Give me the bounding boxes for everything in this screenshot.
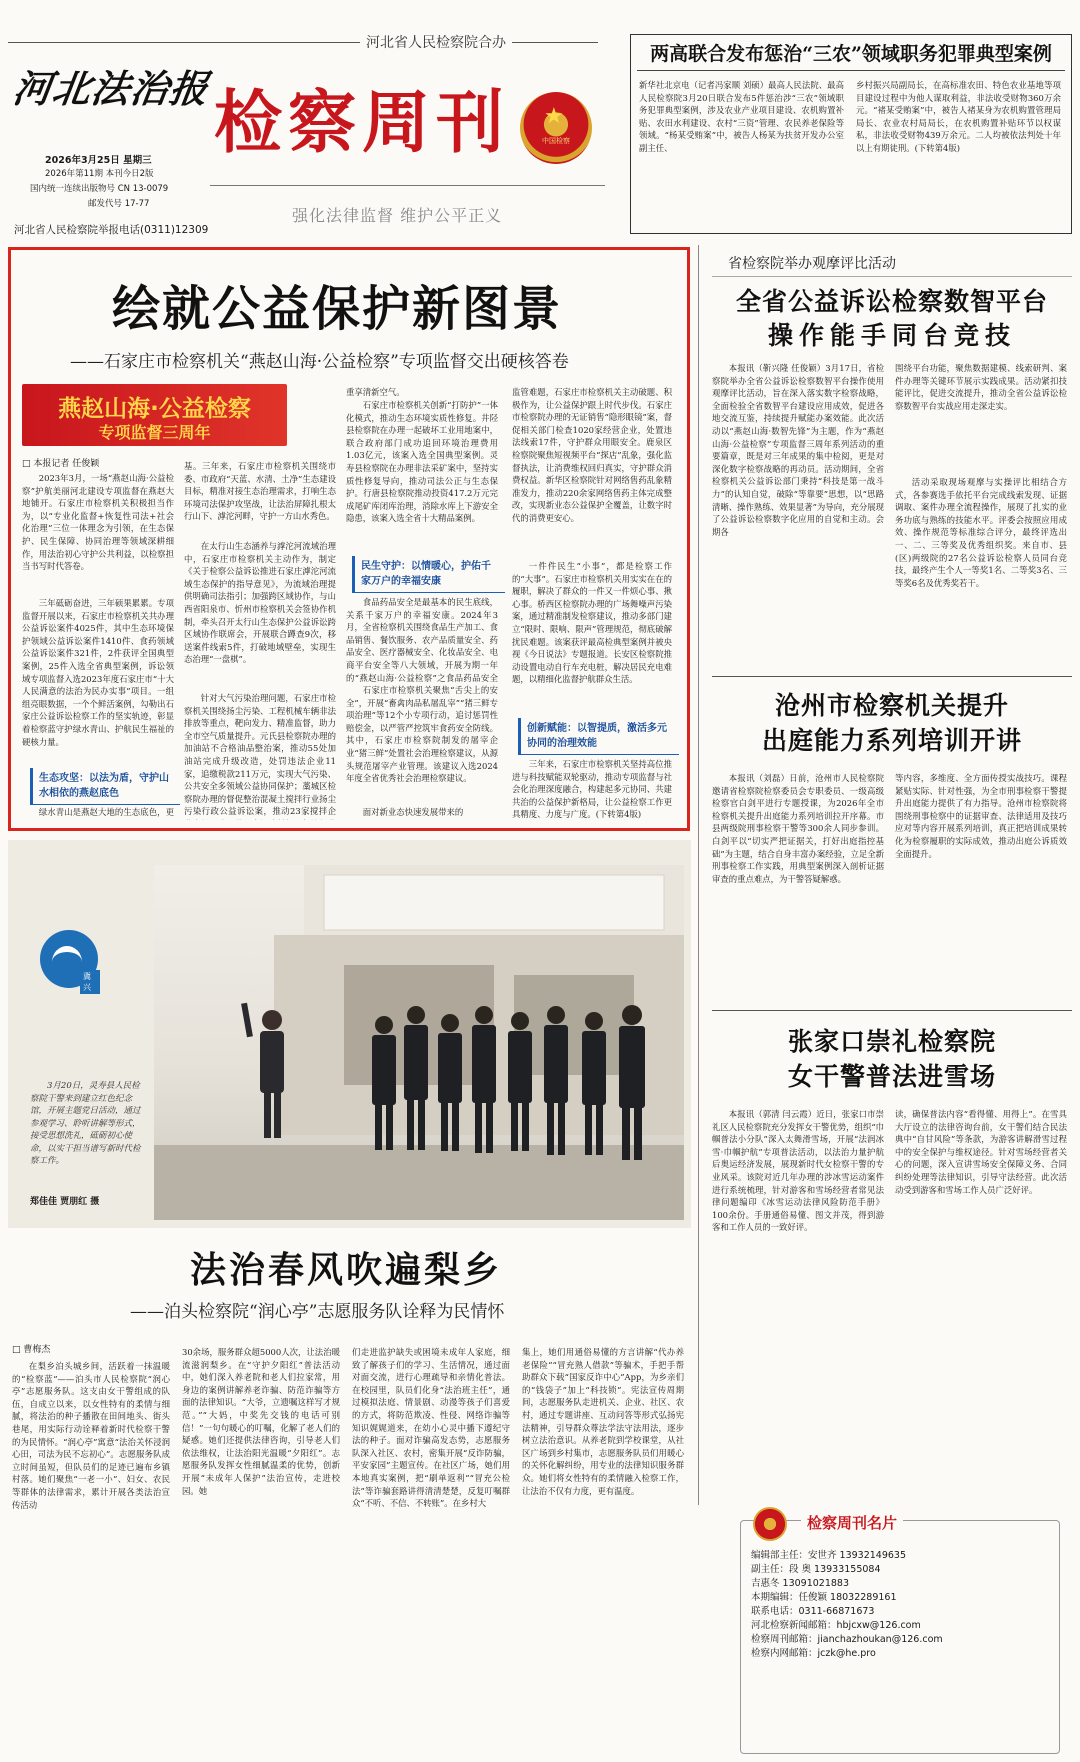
cohost-line: 河北省人民检察院合办 [360, 32, 512, 52]
lead-col3-p2: 石家庄市检察机关创新“打防护”一体化模式，推动生态环境实质性修复。井陉县检察院在办理一起破坏工业用地案中，联合政府部门成功追回环境治理费用1.03亿元，该案入选全国典型案例。灵寿县检察院在办理非法采矿案中，坚持实质性修复导向，推动司法公正与生态保护。行唐县检察院推动投资417.2万元完成尾矿库闭库治理，消除水库上下游安全隐患，该案入选全省十大精品案例。 [346, 400, 498, 524]
story3-col1: 本报讯（郭清 闫云霞）近日，张家口市崇礼区人民检察院充分发挥女干警优势，组织“巾帼普法小分队”深入太舞滑雪场，开展“法润冰雪·巾帼护航”专项普法活动，以法治力量护航后奥运经济发展，展现新时代女检察干警的专业风采。该院对近几年办理的涉冰雪运动案件进行系统梳理，针对游客和雪场经营者常见法律问题编印《冰雪运动法律风险防范手册》100余份。手册通俗易懂、图文并茂，得到游客和工作人员的一致好评。 [712, 1109, 884, 1233]
lead-col3-p4: 石家庄市检察机关聚焦“舌尖上的安全”，开展“畜禽肉品私屠乱宰”“猪三鲜专项治理”等12个小专项行动，追讨惩罚性赔偿金，以严管严控筑牢食药安全防线。其中，石家庄市检察院制发的屠宰企业“猪三鲜”处置社会治理检察建议，从源头规范屠宰产业管理。该建议入选2024年度全省优秀社会治理检察建议。 [346, 685, 498, 784]
issue-date: 2026年3月25日 星期三 [45, 155, 152, 166]
section-heading-ecology: 生态攻坚：以法为盾，守护山水相依的燕赵底色 [30, 768, 180, 805]
campaign-banner [22, 384, 287, 446]
namecard-row: 检察周刊邮箱：jianchazhoukan@126.com [751, 1634, 943, 1645]
story2-title-line1: 沧州市检察机关提升 [774, 691, 1009, 720]
lead-title: 绘就公益保护新图景 [112, 281, 563, 337]
namecard-row: 吉惠冬 13091021883 [751, 1578, 850, 1589]
banner-line2: 专项监督三周年 [98, 423, 211, 442]
emblem-text: 中国检察 [542, 137, 570, 145]
section-heading-innovation: 创新赋能：以智提质，激活多元协同的治理效能 [518, 718, 679, 755]
lead-col3-p5: 面对新业态快速发展带来的 [362, 807, 464, 817]
lead-col1-p2: 三年砥砺奋进，三年硕果累累。专项监督开展以来，石家庄市检察机关共办理公益诉讼案件4025件，其中生态环境保护领域公益诉讼案件1410件、食药领域公益诉讼案件321件，2件获评全国典型案例，25件入选全省典型案例，诉讼领域专项监督入选2023年度石家庄市“十大人民满意的法治为民办实事”项目。一组组亮眼数据，一个个鲜活案例，勾勒出石家庄公益诉讼检察工作的坚实轨迹，彰显着检察蓝守护绿水青山、护航民生福祉的硬核力量。 [22, 598, 174, 747]
story3-col2: 读，确保普法内容“看得懂、用得上”。在雪具大厅设立的法律咨询台前，女干警们结合民法典中“自甘风险”等条款，为游客讲解滑雪过程中的安全保护与维权途径。针对雪场经营者关心的问题，深入宣讲雪场安全保障义务、合同纠纷处理等法律知识，引导守法经营。此次活动受到游客和雪场工作人员广泛好评。 [895, 1109, 1067, 1195]
namecard-row: 本期编辑：任俊颖 18032289161 [751, 1592, 897, 1603]
bottom-col2: 30余场，服务群众超5000人次，让法治暖流滋润梨乡。在“守护夕阳红”普法活动中，她们深入养老院和老人们拉家常，用身边的案例讲解养老诈骗、防范诈骗等方面的法律知识。“大爷，立遗嘱这样写才规范。”“大妈，中奖先交钱的电话可别信！”一句句暖心的叮嘱，化解了老人们的疑惑。她们还提供法律咨询，引导老人们依法维权，让法治阳光温暖“夕阳红”。志愿服务队发挥女性细腻温柔的优势，创新开展“未成年人保护”法治宣传，走进校园。她 [182, 1347, 340, 1496]
story1-title-line1: 全省公益诉讼检察数智平台 [735, 287, 1048, 316]
namecard-row: 联系电话：0311-66871673 [751, 1606, 875, 1617]
story3-title-line2: 女干警普法进雪场 [787, 1062, 996, 1091]
lead-col2-p1: 基。三年来，石家庄市检察机关围绕市委、市政府“天蓝、水清、土净”生态建设目标，精准对接生态治理需求，打响生态环境司法保护攻坚战，让法治屏障扎根太行山下、滹沱河畔，守护一方山水秀色。 [184, 461, 336, 522]
lead-col4-p2: 一件件民生“小事”，都是检察工作的“大事”。石家庄市检察机关用实实在在的履职，解决了群众的一件又一件烦心事、揪心事。桥西区检察院办理的广场舞噪声污染案，通过精准制发检察建议，推动多部门建立“限时、限响、限声”管理规范，彻底破解扰民难题。该案获评最高检典型案例并被央视《今日说法》专题报道。长安区检察院推动设置电动自行车充电桩，解决居民充电难题，以精细化监督护航群众生活。 [512, 561, 672, 685]
story2-col2: 等内容，多维度、全方面传授实战技巧。课程紧贴实际、针对性强，为全市刑事检察干警提升出庭能力提供了有力指导。沧州市检察院将围绕刑事检察中的证据审查、法律适用及技巧应对等内容开展系列培训，真正把培训成果转化为检察履职的实际成效，推动出庭公诉质效全面提升。 [895, 773, 1067, 859]
namecard-emblem-icon [753, 1507, 787, 1541]
story3-title-line1: 张家口崇礼检察院 [787, 1027, 996, 1056]
photo-logo [40, 930, 100, 990]
story1-col2: 围绕平台功能，聚焦数据建模、线索研判、案件办理等关键环节展示实践成果。活动紧扣技能评比，促进交流提升，推动全省公益诉讼检察数智平台实战应用走深走实。 [895, 363, 1067, 411]
namecard-row: 河北检察新闻邮箱：hbjcxw@126.com [751, 1620, 921, 1631]
issue-number: 2026年第11期 本刊今日2版 [45, 169, 154, 179]
wave-logo-swoosh [52, 946, 82, 978]
photo-credit: 郑佳佳 贾朋红 摄 [30, 1197, 100, 1207]
top-right-story [630, 34, 1072, 234]
lead-col4-p3: 三年来，石家庄市检察机关坚持高位推进与科技赋能双轮驱动，推动专项监督与社会化治理深度融合，构建起多元协同、共建共治的公益保护新格局，让公益检察工作更具精度、力度与广度。(下转第4版) [512, 759, 672, 820]
procuratorate-emblem [520, 92, 592, 164]
story1-col1: 本报讯（靳兴隆 任俊颖）3月17日，省检察院举办全省公益诉讼检察数智平台操作使用观摩评比活动，旨在深入落实数字检察战略，全面检验全省数智平台建设应用成效，促进各地交流互鉴，持续提升赋能办案效能。此次活动以“燕赵山海·数智先锋”为主题，作为“燕赵山海·公益检察”专项监督三周年系列活动的重要篇章，既是对三年成果的集中检阅，更是对深化数字检察战略的再动员。活动期间，全省检察机关公益诉讼部门秉持“科技是第一战斗力”的认知自觉，破除“等靠要”思想，以“思路清晰、操作熟练、效果显著”为导向，充分展现了公益诉讼检察数字化应用的自觉和主动。会期各 [712, 363, 884, 537]
report-hotline: 河北省人民检察院举报电话(0311)12309 [14, 224, 209, 236]
story1-kicker: 省检察院举办观摩评比活动 [728, 256, 896, 272]
top-right-col1: 新华社北京电（记者冯家顺 刘硕）最高人民法院、最高人民检察院3月20日联合发布5件惩治涉“三农”领域职务犯罪典型案例，涉及农业产业项目建设、农机购置补贴、农田水利建设、农村“三资”管理、农民养老保险等领域。“杨某受贿案”中，被告人杨某为扶贫开发办公室副主任、 [639, 80, 844, 153]
lead-subtitle: ——石家庄市检察机关“燕赵山海·公益检察”专项监督交出硬核答卷 [70, 352, 569, 372]
emblem-star-icon: ★ [544, 104, 564, 129]
lead-col2-p2: 在太行山生态涵养与滹沱河流域治理中，石家庄市检察机关主动作为，制定《关于检察公益诉讼推进石家庄滹沱河流域生态保护的指导意见》，为流域治理提供明确司法指引；加强跨区域协作，与山西省阳泉市、忻州市检察机关会签协作机制，牵头召开太行山生态保护公益诉讼跨区域协作联席会，开展联合蹲查9次，移送案件线索5件，打破地域壁垒，实现生态治理“一盘棋”。 [184, 541, 336, 665]
section-heading-livelihood: 民生守护：以情暖心，护佑千家万户的幸福安康 [352, 556, 505, 593]
namecard-row: 检察内网邮箱：jczk@he.pro [751, 1648, 876, 1659]
story2-col1: 本报讯（刘磊）日前，沧州市人民检察院邀请省检察院检察委员会专职委员、一级高级检察官白剑平进行专题授课，为2026年全市检察机关提升出庭能力系列培训拉开序幕。市县两级院刑事检察干警等300余人同步参训。白剑平以“切实严把证据关，打好出庭指控基础”为主题，结合自身丰富办案经验，立足全新刑事检察工作实践，用典型案例深入剖析证据审查的重点难点，为干警答疑解惑。 [712, 773, 884, 884]
lead-byline: □ 本报记者 任俊颖 [22, 459, 100, 469]
lead-col4-p1: 监管难题，石家庄市检察机关主动破题、积极作为，让公益保护跟上时代步伐。石家庄市检察院办理的无证销售“隐形眼镜”案，督促相关部门检查1020家经营企业，处置违法线索17件，守护群众用眼安全。鹿泉区检察院聚焦短视频平台“探店”乱象，强化监督执法，让消费维权回归真实，守护群众消费权益。新华区检察院针对网络售药乱象精准发力，推动220余家网络售药主体完成整改，实现新业态公益保护全覆盖，让数字时代的消费更安心。 [512, 387, 672, 523]
paper-logo: 河北法治报 [10, 66, 212, 111]
bottom-title: 法治春风吹遍梨乡 [190, 1250, 503, 1291]
top-right-title: 两高联合发布惩治“三农”领域职务犯罪典型案例 [637, 39, 1065, 71]
cn-number: 国内统一连续出版物号 CN 13-0079 [30, 184, 169, 194]
museum-photo-scene [154, 865, 684, 1220]
bottom-byline: □ 曹梅杰 [12, 1345, 51, 1355]
supplement-title: 检察周刊 [214, 84, 511, 163]
bottom-col3: 们走进监护缺失或困境未成年人家庭，细致了解孩子们的学习、生活情况，通过面对面交流，进行心理疏导和亲情化普法。在校园里，队员们化身“法治班主任”，通过模拟法庭、情景剧、动漫等孩子们喜爱的方式，将防范欺凌、性侵、网络诈骗等知识娓娓道来，在幼小心灵中播下遵纪守法的种子。面对诈骗高发态势，志愿服务队深入社区、农村，密集开展“反诈防骗，平安家园”主题宣传。在社区广场，她们用本地真实案例，把“刷单返利”“冒充公检法”等诈骗套路讲得清清楚楚，反复叮嘱群众“不听、不信、不转账”。在乡村大 [352, 1347, 510, 1509]
lead-col3-p3: 食品药品安全是最基本的民生底线，关系千家万户的幸福安康。2024年3月，全省检察机关围绕食品生产加工、食品销售、餐饮服务、农产品质量安全、药品安全、医疗器械安全、化妆品安全、电商平台安全等八大领域，开展为期一年的“燕赵山海·公益检察”之食品药品安全 [346, 597, 498, 682]
bottom-col4: 集上，她们用通俗易懂的方言讲解“代办养老保险”“冒充熟人借款”等骗术，手把手帮助群众下载“国家反诈中心”App，为乡亲们的“钱袋子”加上“科技锁”。宪法宣传周期间，志愿服务队走进机关、企业、社区、农村，通过专题讲座、互动问答等形式弘扬宪法精神，引导群众尊法学法守法用法，逐步树立法治意识。从养老院到学校课堂，从社区广场到乡村集市，志愿服务队员们用暖心的关怀化解纠纷，用专业的法律知识服务群众。她们将女性特有的柔情融入检察工作，让法治不仅有力度，更有温度。 [522, 1347, 684, 1496]
lead-col1-p1: 2023年3月，一场“燕赵山海·公益检察”护航美丽河北建设专项监督在燕赵大地铺开。石家庄市检察机关积极担当作为，以“专业化监督+恢复性司法+社会化治理”三位一体理念为引领，在生态保护、民生保障、协同治理等领域深耕细作，用法治初心守护公共利益，以检察担当书写时代答卷。 [22, 473, 174, 572]
story1-col2b: 活动采取现场观摩与实操评比相结合方式，各参赛选手依托平台完成线索发现、证据调取、案件办理全流程操作，展现了扎实的业务功底与熟练的技能水平。评委会按照应用成效、操作规范等标准综合评分，最终评选出一、二、三等奖及优秀组织奖。来自市、县(区)两级院的27名公益诉讼检察人员同台竞技，最终产生个人一等奖1名、二等奖3名、三等奖6名及优秀奖若干。 [895, 477, 1067, 588]
guide-figure [241, 1003, 284, 1138]
photo-logo-text: 冀兴 [80, 970, 100, 994]
bottom-subtitle: ——泊头检察院“润心亭”志愿服务队诠释为民情怀 [130, 1302, 505, 1322]
namecard-row: 副主任：段 奥 13933155084 [751, 1564, 881, 1575]
lead-col3-p1: 重享清新空气。 [346, 387, 405, 397]
story1-title-line2: 操作能手同台竞技 [767, 321, 1016, 350]
postal-code: 邮发代号 17-77 [88, 199, 150, 209]
namecard [740, 1514, 1060, 1754]
photo-caption: 3月20日，灵寿县人民检察院干警来到建立红色纪念馆，开展主题党日活动，通过参观学习、聆听讲解等形式，接受思想洗礼，砥砺初心使命，以实干担当谱写新时代检察工作。 [30, 1081, 141, 1166]
namecard-rows [751, 1549, 1051, 1661]
namecard-title: 检察周刊名片 [801, 1512, 903, 1533]
supplement-slogan: 强化法律监督 维护公平正义 [292, 206, 503, 225]
museum-photo [154, 865, 684, 1220]
namecard-row: 编辑部主任：安世齐 13932149635 [751, 1550, 907, 1561]
lead-col1-p3: 绿水青山是燕赵大地的生态底色，更 [38, 807, 174, 817]
story2-title-line2: 出庭能力系列培训开讲 [761, 726, 1022, 755]
lead-col2-p3: 针对大气污染治理问题，石家庄市检察机关围绕扬尘污染、工程机械车辆非法排放等重点，靶向发力、精准监督，助力全市空气质量提升。元氏县检察院办理的加油站不合格油品整治案，推动55处加油站完成升级改造，处罚违法企业11家，追缴税款211万元，实现大气污染、公共安全多领域公益协同保护；藁城区检察院办理的督促整治混凝土搅拌行业扬尘污染行政公益诉讼案，推动23家搅拌企 [184, 693, 336, 817]
top-right-col2: 乡村振兴局副局长，在高标准农田、特色农业基地等项目建设过程中为他人谋取利益，非法收受财物360万余元。“褚某受贿案”中，被告人褚某身为农机购置管理局局长、农业农村局局长，在农机购置补贴环节以权谋私，非法收受财物439万余元。二人均被依法判处十年以上有期徒刑。(下转第4版) [856, 80, 1061, 153]
banner-line1: 燕赵山海·公益检察 [58, 396, 251, 422]
bottom-col1: 在梨乡泊头城乡间，活跃着一抹温暖的“检察蓝”——泊头市人民检察院“润心亭”志愿服务队。这支由女干警组成的队伍，自成立以来，以女性特有的柔情与细腻，将法治的种子播散在田间地头、街头巷尾，用实际行动诠释着新时代检察干警的为民情怀。“润心亭”寓意“法治关怀浸润心田，司法为民不忘初心”。志愿服务队成立时间虽短，但队员们的足迹已遍布乡镇村落。她们聚焦“一老一小”、妇女、农民等群体的法律需求，累计开展各类法治宣传活动 [12, 1361, 170, 1510]
